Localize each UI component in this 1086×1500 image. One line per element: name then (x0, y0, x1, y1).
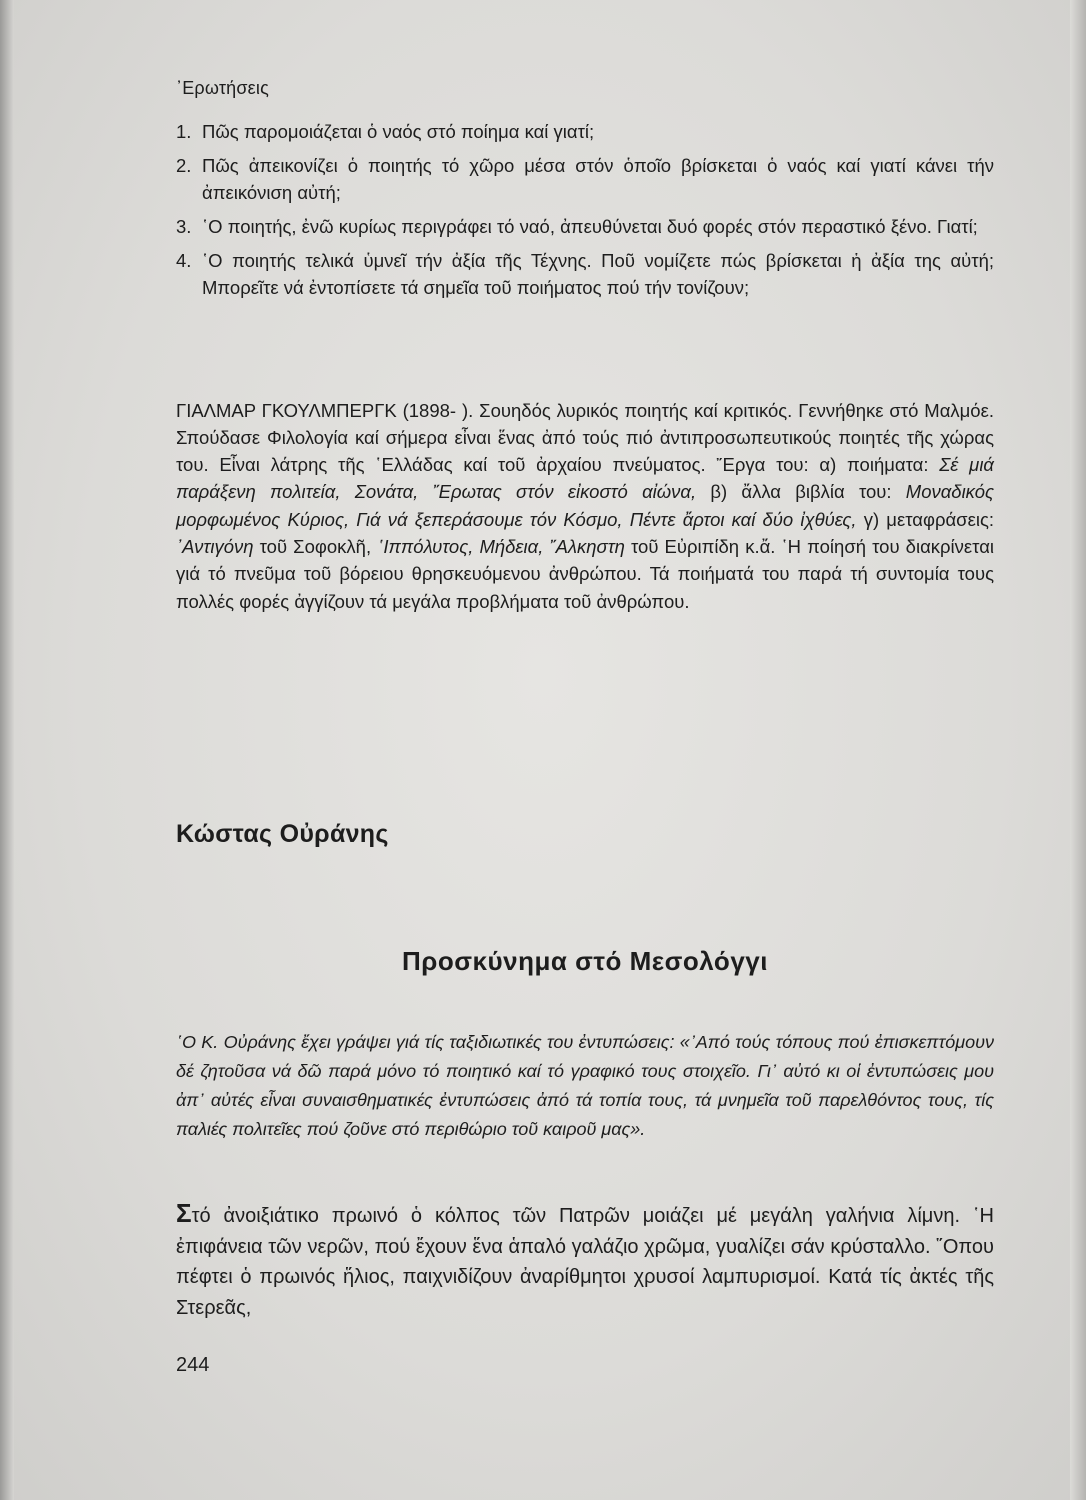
author-biography (176, 397, 994, 615)
question-item (176, 247, 994, 301)
bio-works-books: Μοναδικός μορφωμένος Κύριος, Γιά νά ξεπεράσουμε τόν Κόσμο, Πέντε ἄρτοι καί δύο ἰχθύες, (176, 481, 994, 530)
question-item (176, 152, 994, 206)
bio-works-translations: ῾Ιππόλυτος, Μήδεια, ῎Αλκηστη (377, 535, 625, 557)
bio-text: τοῦ Σοφοκλῆ, (253, 535, 378, 557)
author-heading: Κώστας Οὐράνης (176, 820, 389, 848)
questions-heading: ᾿Ερωτήσεις (176, 78, 269, 98)
bio-text: γ) μεταφράσεις: (856, 508, 994, 530)
questions-list (176, 118, 994, 308)
body-paragraph (176, 1198, 994, 1323)
question-text: Πῶς παρομοιάζεται ὁ ναός στό ποίημα καί γιατί; (202, 121, 595, 142)
intro-paragraph: ῾Ο Κ. Οὐράνης ἔχει γράψει γιά τίς ταξιδιωτικές του ἐντυπώσεις: «᾿Από τούς τόπους πού ἐπισκεπτόμουν δέ ζητοῦσα νά δῶ παρά μόνο τό ποιητικό καί τό γραφικό τους στοιχεῖο. Γι᾿ αὐτό κι οἱ ἐντυπώσεις μου ἀπ᾿ αὐτές εἶναι συναισθηματικές ἐντυπώσεις ἀπό τά τοπία τους, τά μνημεῖα τοῦ παρελθόντος τους, τίς παλιές πολιτεῖες πού ζοῦνε στό περιθώριο τοῦ καιροῦ μας». (176, 1032, 994, 1139)
bio-text: ΓΙΑΛΜΑΡ ΓΚΟΥΛΜΠΕΡΓΚ (1898- ). Σουηδός λυρικός ποιητής καί κριτικός. Γεννήθηκε στό Μαλμόε. Σπούδασε Φιλολογία καί σήμερα εἶναι ἕνας ἀπό τούς πιό ἀντιπροσωπευτικούς ποιητές τῆς χώρας του. Εἶναι λάτρης τῆς ῾Ελλάδας καί τοῦ ἀρχαίου πνεύματος. ῎Εργα του: α) ποιήματα: (176, 399, 994, 476)
page-number: 244 (176, 1354, 210, 1376)
body-text: τό ἀνοιξιάτικο πρωινό ὁ κόλπος τῶν Πατρῶν μοιάζει μέ μεγάλη γαλήνια λίμνη. ῾Η ἐπιφάνεια τῶν νερῶν, πού ἔχουν ἕνα ἁπαλό γαλάζιο χρῶμα, γυαλίζει σάν κρύσταλλο. ῞Οπου πέφτει ὁ πρωινός ἥλιος, παιχνιδίζουν ἀναρίθμητοι χρυσοί λαμπυρισμοί. Κατά τίς ἀκτές τῆς Στερεᾶς, (176, 1205, 994, 1319)
piece-title: Προσκύνημα στό Μεσολόγγι (402, 946, 768, 976)
bio-text: τοῦ Εὐριπίδη κ.ἄ. ῾Η ποίησή του διακρίνεται γιά τό πνεῦμα τοῦ βόρειου θρησκευόμενου ἀνθρώπου. Τά ποιήματά του παρά τή συντομία τους πολλές φορές ἀγγίζουν τά μεγάλα προβλήματα τοῦ ἀνθρώπου. (176, 535, 994, 612)
question-number: 3. (176, 216, 192, 237)
page-edge-left (0, 0, 14, 1500)
bio-works-poems: Σέ μιά παράξενη πολιτεία, Σονάτα, ῎Ερωτας στόν εἰκοστό αἰώνα, (176, 454, 994, 503)
question-number: 2. (176, 155, 192, 176)
question-number: 4. (176, 250, 192, 271)
question-text: Πῶς ἀπεικονίζει ὁ ποιητής τό χῶρο μέσα στόν ὁποῖο βρίσκεται ὁ ναός καί γιατί κάνει τήν ἀπεικόνιση αὐτή; (202, 155, 994, 203)
drop-cap: Σ (176, 1198, 192, 1228)
page-edge-right (1070, 0, 1086, 1500)
question-item (176, 213, 994, 240)
question-text: ῾Ο ποιητής, ἐνῶ κυρίως περιγράφει τό ναό, ἀπευθύνεται δυό φορές στόν περαστικό ξένο. Γιατί; (202, 216, 978, 237)
bio-works-translation: ᾿Αντιγόνη (176, 535, 254, 557)
question-text: ῾Ο ποιητής τελικά ὑμνεῖ τήν ἀξία τῆς Τέχνης. Ποῦ νομίζετε πώς βρίσκεται ἡ ἀξία της αὐτή; Μπορεῖτε νά ἐντοπίσετε τά σημεῖα τοῦ ποιήματος πού τήν τονίζουν; (202, 250, 994, 298)
question-number: 1. (176, 121, 192, 142)
bio-text: β) ἄλλα βιβλία του: (696, 481, 906, 503)
question-item (176, 118, 994, 145)
